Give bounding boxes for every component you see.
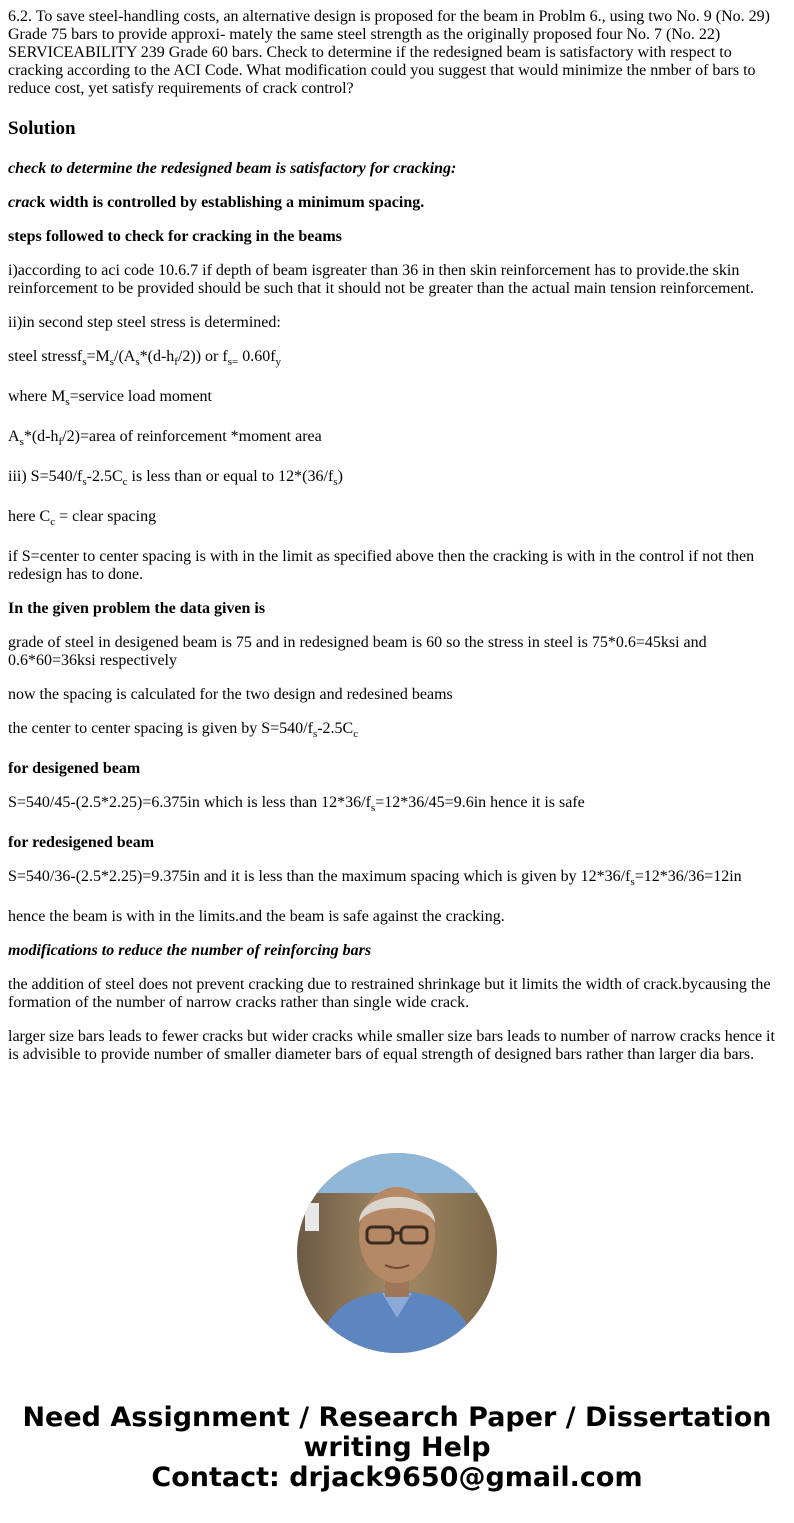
grade-text: grade of steel in desigened beam is 75 and in redesigned beam is 60 so the stress in steel is 75*0.6=45ksi and 0.6*60=36ksi respectively — [8, 634, 707, 669]
step-1: i)according to aci code 10.6.7 if depth of beam isgreater than 36 in then skin reinforcement has to provide.the skin reinforcement to be provided should be such that it should not be greater than the actual main tension reinforcement. — [8, 262, 754, 297]
conclusion: hence the beam is with in the limits.and the beam is safe against the cracking. — [8, 908, 505, 925]
crack-width-lead: crac — [8, 194, 37, 211]
designed-heading: for desigened beam — [8, 760, 141, 777]
banner-contact-email[interactable]: Contact: drjack9650@gmail.com — [151, 1462, 643, 1493]
avatar — [297, 1153, 497, 1353]
redesigned-calc: S=540/36-(2.5*2.25)=9.375in and it is less than the maximum spacing which is given by $12*36/f_s=12*36/36=12in$ — [8, 868, 742, 888]
area-line: $A_s*(d-h_f/2)=area$ of reinforcement *moment area — [8, 428, 322, 448]
steel-stress-formula: steel $stressf_s=M_s/(A_s*(d-h_f/2))$ or $f_{s=}$ $0.60f_y$ — [8, 348, 282, 368]
step-3: iii) $S=540/f_s-2.5C_c$ is less than or equal to $12*(36/f_s)$ — [8, 468, 343, 488]
designed-calc: S=540/45-(2.5*2.25)=6.375in which is less than $12*36/f_s=12*36/45=9.6in$ hence it is safe — [8, 794, 585, 814]
redesigned-heading: for redesigened beam — [8, 834, 155, 851]
solution-heading: Solution — [8, 118, 76, 139]
data-heading: In the given problem the data given is — [8, 600, 266, 617]
banner-line-2: writing Help — [303, 1432, 491, 1463]
solution-document — [8, 8, 782, 1080]
crack-width-line — [8, 194, 782, 212]
steps-heading: steps followed to check for cracking in the beams — [8, 228, 342, 245]
crack-width-rest: k width is controlled by establishing a minimum spacing. — [36, 194, 425, 211]
spacing-rule: if S=center to center spacing is with in the limit as specified above then the cracking is with in the control if not then redesign has to done. — [8, 548, 755, 583]
here-cc: here $C_c$ = clear spacing — [8, 508, 157, 528]
modifications-heading: modifications to reduce the number of reinforcing bars — [8, 942, 372, 959]
spacing-calc-text: now the spacing is calculated for the two design and redesined beams — [8, 686, 453, 703]
modifications-para-1: the addition of steel does not prevent cracking due to restrained shrinkage but it limits the width of crack.bycausing the formation of the number of narrow cracks rather than single wide crack. — [8, 976, 771, 1011]
banner-line-1: Need Assignment / Research Paper / Dissertation — [22, 1402, 772, 1433]
contact-banner — [0, 1403, 794, 1493]
step-2: ii)in second step steel stress is determined: — [8, 314, 281, 331]
modifications-para-2: larger size bars leads to fewer cracks but wider cracks while smaller size bars leads to number of narrow cracks hence it is advisible to provide number of smaller diameter bars of equal strength of designed bars rather than larger dia bars. — [8, 1028, 775, 1063]
question-text: 6.2. To save steel-handling costs, an alternative design is proposed for the beam in Problm 6., using two No. 9 (No. 29) Grade 75 bars to provide approxi- mately the same steel strength as the originally proposed four No. 7 (No. 22) SERVICEABILITY 239 Grade 60 bars. Check to determine if the redesigned beam is satisfactory with respect to cracking according to the ACI Code. What modification could you suggest that would minimize the nmber of bars to reduce cost, yet satisfy requirements of crack control? — [8, 8, 771, 97]
where-ms: where $M_s=service$ load moment — [8, 388, 212, 408]
person-portrait-icon — [297, 1153, 497, 1353]
center-spacing: the center to center spacing is given by $S=540/f_s-2.5C_c$ — [8, 720, 359, 740]
check-heading: check to determine the redesigned beam is satisfactory for cracking: — [8, 160, 457, 177]
